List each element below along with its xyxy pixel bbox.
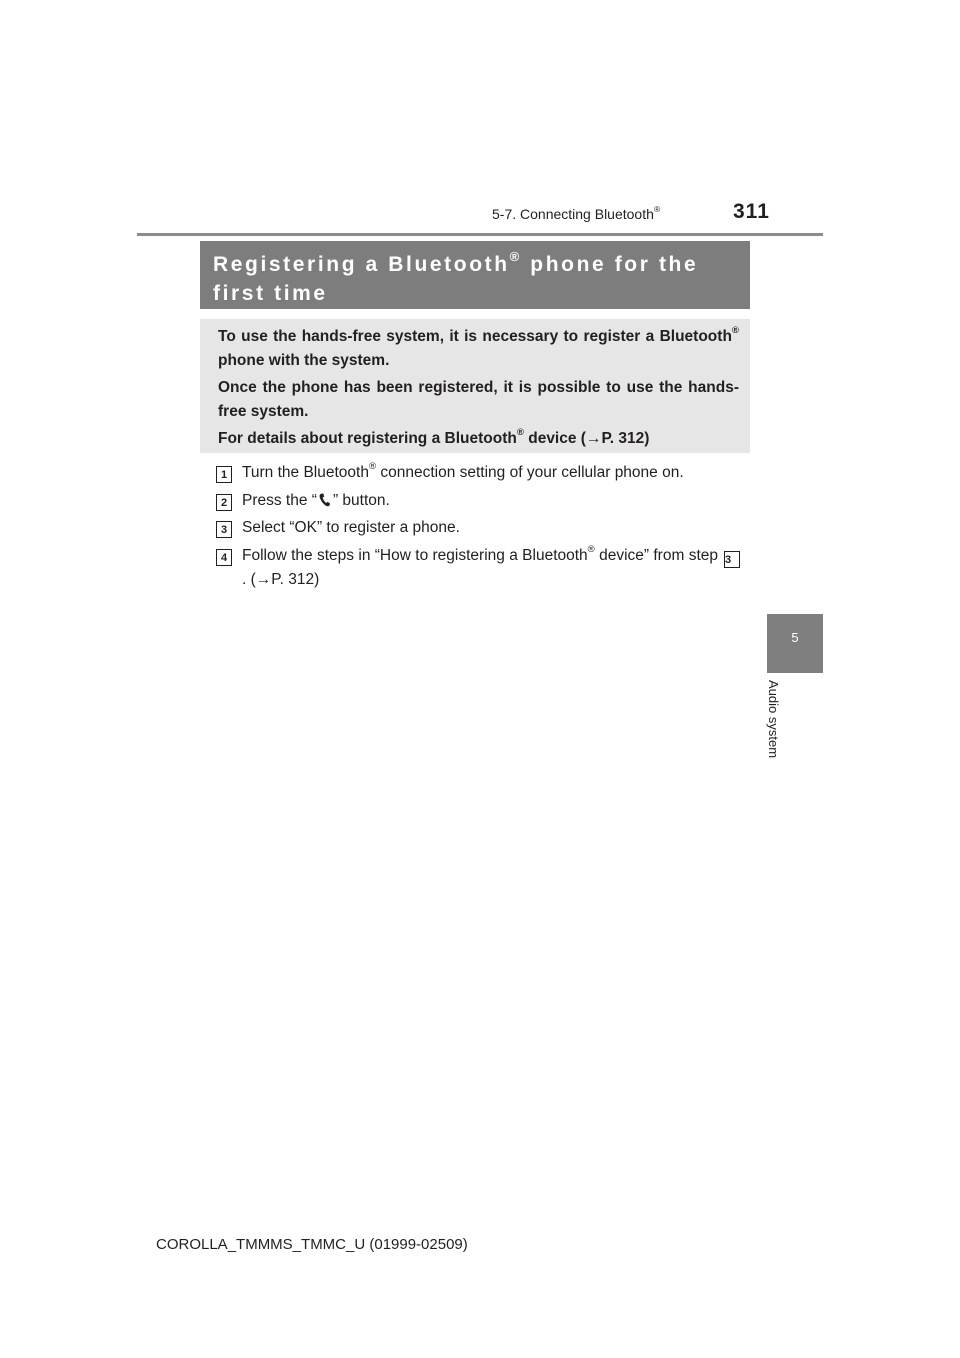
step-text-b: ” button.	[332, 492, 390, 509]
step-number-badge: 1	[216, 466, 232, 483]
section-title	[213, 250, 743, 308]
step-text	[242, 489, 744, 515]
section-heading-text: 5-7. Connecting Bluetooth	[492, 206, 654, 222]
intro-text	[218, 325, 739, 451]
registered-mark: ®	[516, 427, 524, 439]
chapter-label: Audio system	[766, 680, 781, 759]
step-number-badge: 4	[216, 549, 232, 566]
step-text-c: . (	[242, 571, 256, 588]
intro-line-3b: device (	[523, 430, 586, 447]
registered-mark: ®	[368, 461, 377, 473]
step-number-badge: 2	[216, 494, 232, 511]
step-text: Select “OK” to register a phone.	[242, 519, 460, 536]
intro-line-1b: phone with the system.	[218, 352, 390, 369]
intro-line-1	[218, 325, 739, 373]
phone-icon	[319, 491, 331, 515]
step-2	[218, 489, 745, 515]
chapter-number: 5	[791, 630, 799, 645]
intro-line-2: Once the phone has been registered, it is possible to use the hands-free system.	[218, 379, 739, 420]
section-title-bar	[200, 241, 750, 309]
step-4	[218, 544, 745, 594]
intro-line-3	[218, 427, 739, 451]
step-reference-badge: 3	[724, 551, 740, 568]
step-text-a: Press the “	[242, 492, 317, 509]
chapter-label-wrap	[766, 680, 806, 780]
step-text	[242, 544, 744, 592]
step-text-a: Turn the Bluetooth	[242, 464, 369, 481]
title-part2: phone for the first time	[213, 253, 699, 305]
arrow-symbol: →	[255, 571, 272, 588]
intro-line-3a: For details about registering a Bluetooth	[218, 430, 517, 447]
registered-mark: ®	[509, 249, 522, 265]
step-text-b: connection setting of your cellular phone on.	[376, 464, 684, 481]
step-text-b: device” from step	[594, 547, 719, 564]
document-footer: COROLLA_TMMMS_TMMC_U (01999-02509)	[156, 1236, 468, 1253]
page-number: 311	[733, 200, 770, 223]
registered-mark: ®	[731, 325, 739, 337]
registered-mark: ®	[653, 204, 661, 215]
arrow-symbol: →	[585, 430, 602, 447]
intro-box	[200, 319, 750, 453]
registered-mark: ®	[587, 544, 595, 556]
step-number-badge: 3	[216, 521, 232, 538]
intro-line-3c: P. 312)	[601, 430, 650, 447]
step-text-d: P. 312)	[271, 571, 320, 588]
step-text	[242, 461, 744, 485]
title-part1: Registering a Bluetooth	[213, 253, 510, 276]
step-1	[218, 461, 745, 487]
section-heading	[492, 206, 660, 222]
step-text-a: Follow the steps in “How to registering a Bluetooth	[242, 547, 588, 564]
header-divider	[137, 233, 823, 236]
step-3	[218, 516, 745, 542]
intro-line-1a: To use the hands-free system, it is necessary to register a Bluetooth	[218, 328, 732, 345]
